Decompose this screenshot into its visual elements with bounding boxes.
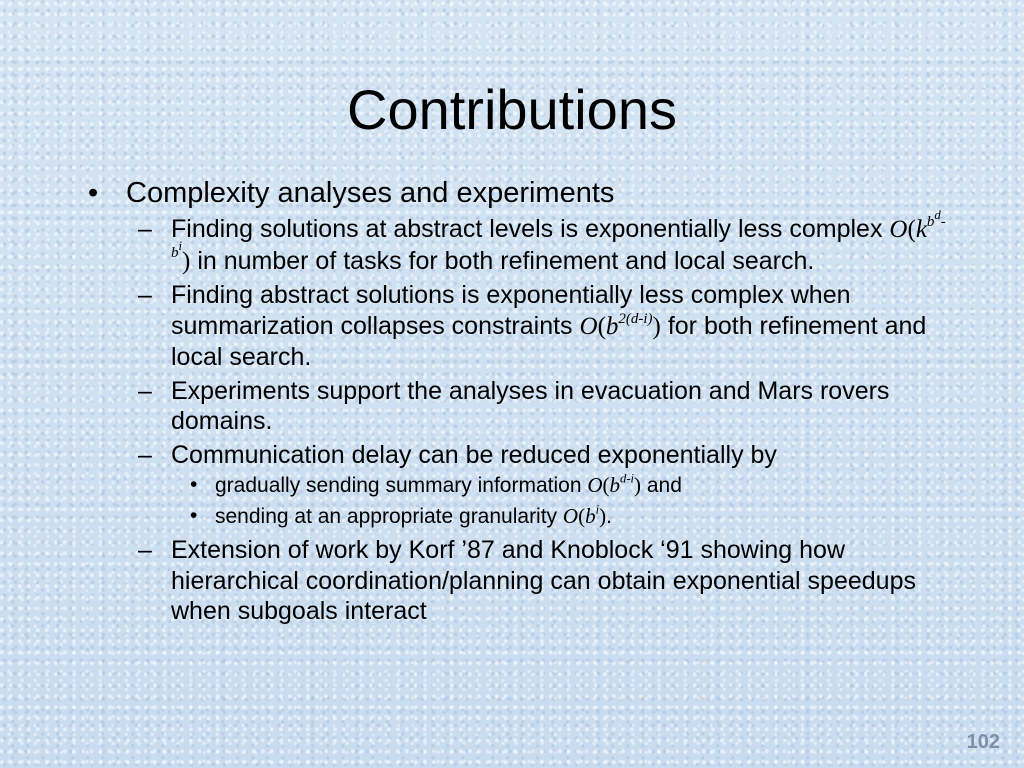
sub-bullet-text: Extension of work by Korf ’87 and Knoblock ‘91 showing how hierarchical coordination/planning can obtain exponential speedups when subgoals interact bbox=[171, 536, 916, 625]
sub-bullet-text: Finding abstract solutions is exponentially less complex when summarization collapses constraints bbox=[171, 281, 851, 340]
dash-bullet-icon: – bbox=[138, 376, 152, 405]
math-exponent: i bbox=[595, 502, 600, 517]
sub-bullet-experiments bbox=[138, 376, 961, 437]
math-exponent: d bbox=[934, 207, 941, 222]
math-expression: $O(k^{b^d-b^i})$ bbox=[171, 207, 946, 275]
sub-sub-bullet-text: gradually sending summary information bbox=[215, 474, 588, 497]
sub-bullet-text: Communication delay can be reduced exponentially by bbox=[171, 440, 777, 469]
sub-sub-bullet-text: and bbox=[641, 474, 682, 497]
sub-bullet-text: for both refinement and local search. bbox=[171, 311, 927, 371]
math-exponent: i bbox=[178, 239, 183, 254]
sub-sub-bullet-text: sending at an appropriate granularity bbox=[215, 505, 563, 528]
bullet-dot-icon: • bbox=[88, 177, 99, 209]
math-expression: $O(b^i)$ bbox=[562, 502, 607, 528]
math-exponent: 2(d-i) bbox=[618, 310, 653, 327]
dash-bullet-icon: – bbox=[138, 215, 152, 243]
math-exponent: d-i bbox=[620, 471, 635, 486]
math-expression: $O(b^{d-i})$ bbox=[587, 471, 642, 497]
slide-number: 102 bbox=[966, 731, 1000, 753]
sub-sub-bullet-granularity bbox=[190, 501, 1024, 532]
sub-sub-bullet-gradual-sending bbox=[190, 470, 1024, 501]
bullet-complexity-analyses bbox=[88, 175, 1024, 211]
sub-bullet-text: Finding solutions at abstract levels is exponentially less complex bbox=[171, 215, 890, 243]
math-expression: $O(b^{2(d-i)})$ bbox=[579, 310, 661, 340]
sub-bullet-extension-of-work bbox=[138, 535, 961, 627]
sub-bullet-abstract-solutions bbox=[138, 280, 961, 373]
slide-content bbox=[0, 175, 1024, 627]
dash-bullet-icon: – bbox=[138, 536, 152, 564]
dash-bullet-icon: – bbox=[138, 440, 152, 469]
dash-bullet-icon: – bbox=[138, 281, 152, 309]
sub-bullet-abstract-levels bbox=[138, 207, 961, 277]
sub-bullet-text: in number of tasks for both refinement and local search. bbox=[190, 246, 815, 275]
sub-bullet-communication-delay bbox=[138, 440, 961, 471]
sub-sub-bullet-text: . bbox=[606, 505, 612, 528]
bullet-text: Complexity analyses and experiments bbox=[126, 177, 615, 209]
slide-title: Contributions bbox=[347, 78, 677, 141]
sub-bullet-text: Experiments support the analyses in evacuation and Mars rovers domains. bbox=[171, 376, 890, 435]
bullet-dot-icon: • bbox=[190, 504, 198, 527]
bullet-dot-icon: • bbox=[190, 473, 198, 496]
